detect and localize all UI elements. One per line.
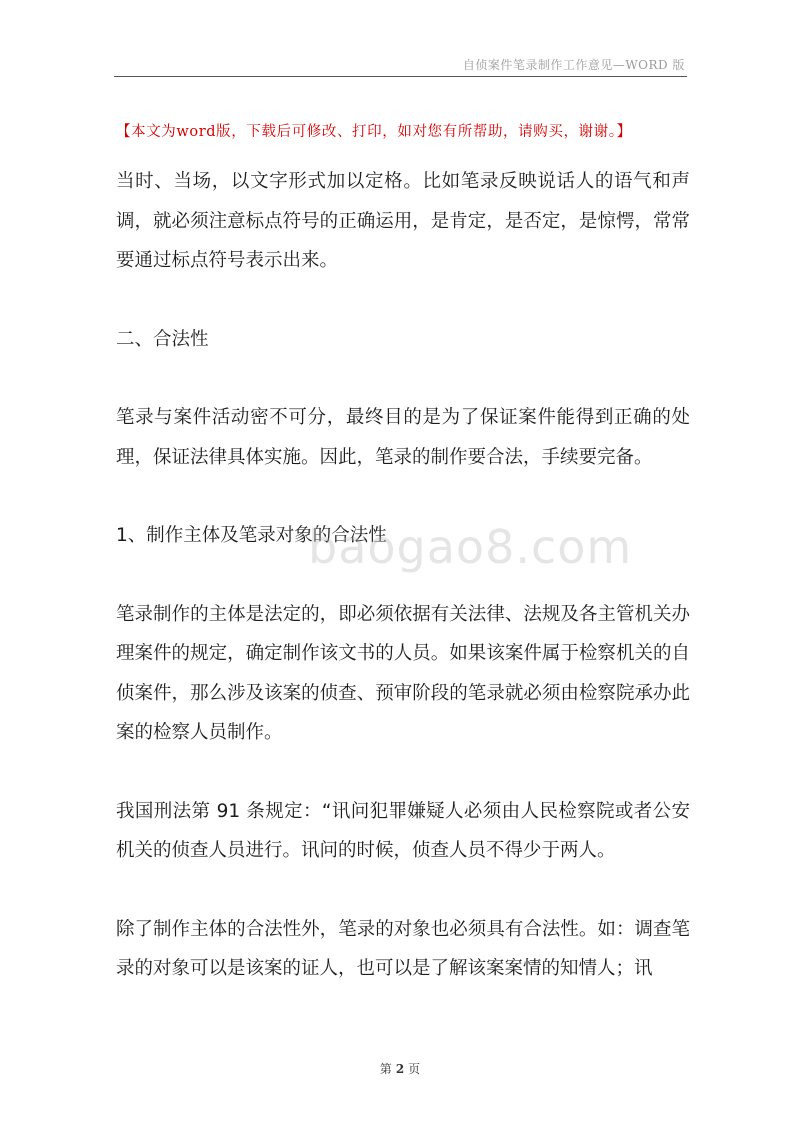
- page-footer: [0, 1060, 800, 1077]
- header-title: 自侦案件笔录制作工作意见—WORD 版: [462, 58, 685, 72]
- subsection-heading-subject: 1、制作主体及笔录对象的合法性: [116, 525, 387, 546]
- watermark: baogao8.com: [308, 520, 633, 574]
- paragraph-object-legality: 除了制作主体的合法性外，笔录的对象也必须具有合法性。如：调查笔录的对象可以是该案的证人，也可以是了解该案案情的知情人；讯: [116, 918, 690, 979]
- header-divider: [114, 76, 687, 77]
- paragraph-criminal-law: 我国刑法第 91 条规定：“讯问犯罪嫌疑人必须由人民检察院或者公安机关的侦查人员进行。讯问的时候，侦查人员不得少于两人。: [116, 800, 690, 861]
- page-header: [0, 0, 800, 78]
- purchase-notice: 【本文为word版，下载后可修改、打印，如对您有所帮助，请购买，谢谢。】: [116, 124, 632, 140]
- paragraph-subject: 笔录制作的主体是法定的，即必须依据有关法律、法规及各主管机关办理案件的规定，确定制作该文书的人员。如果该案件属于检察机关的自侦案件，那么涉及该案的侦查、预审阶段的笔录就必须由检察院承办此案的检察人员制作。: [116, 603, 690, 743]
- paragraph-continuation: 当时、当场，以文字形式加以定格。比如笔录反映说话人的语气和声调，就必须注意标点符号的正确运用，是肯定，是否定，是惊愕，常常要通过标点符号表示出来。: [116, 171, 690, 271]
- document-body: [116, 162, 690, 989]
- footer-prefix: 第: [379, 1062, 392, 1076]
- section-heading-legality: 二、合法性: [116, 328, 209, 350]
- footer-suffix: 页: [408, 1062, 421, 1076]
- paragraph-legality-intro: 笔录与案件活动密不可分，最终目的是为了保证案件能得到正确的处理，保证法律具体实施。因此，笔录的制作要合法，手续要完备。: [116, 407, 690, 468]
- page-number: 2: [395, 1062, 405, 1076]
